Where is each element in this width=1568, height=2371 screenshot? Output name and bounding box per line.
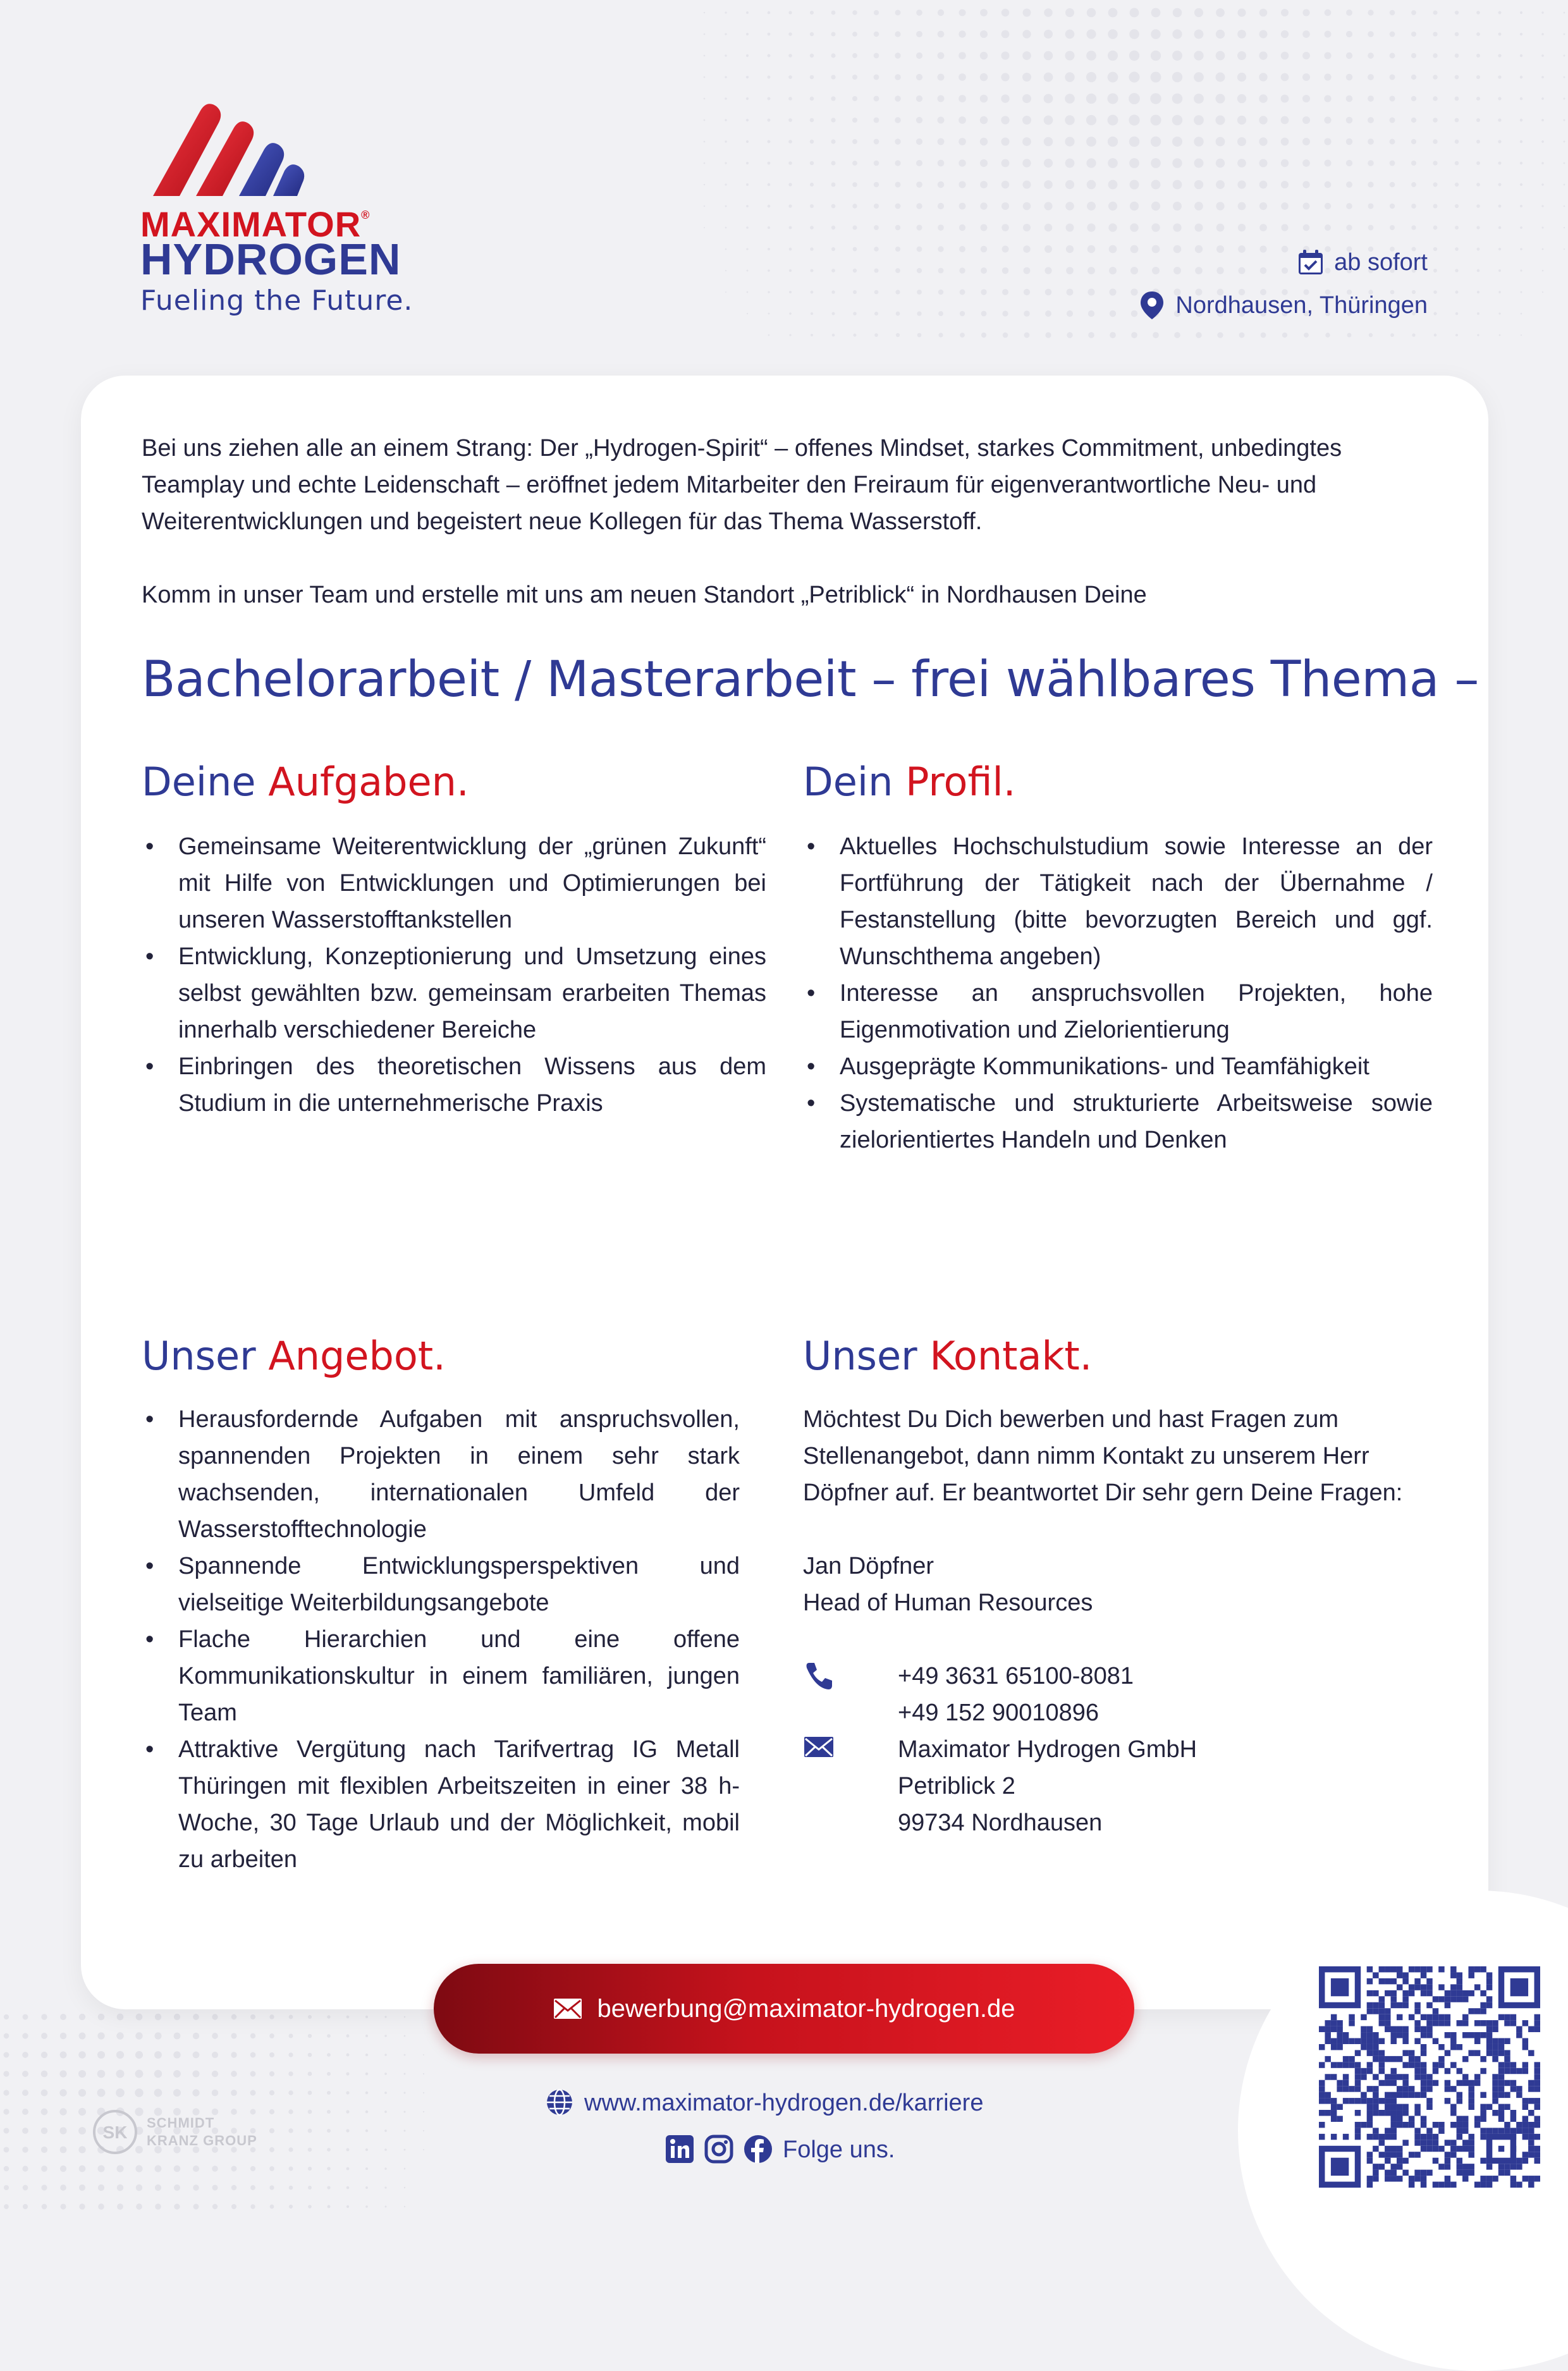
intro-paragraph-1: Bei uns ziehen alle an einem Strang: Der „Hydrogen-Spirit“ – offenes Mindset, starkes Commitment, unbedingtes Teamplay und echte Leidenschaft – eröffnet jedem Mitarbeiter den Freiraum für eigenverantwortliche Neu- und Weiterentwicklungen und begeistert neue Kollegen für das Thema Wasserstoff.	[142, 435, 1342, 535]
apply-email-text: bewerbung@maximator-hydrogen.de	[597, 1994, 1015, 2023]
globe-icon	[545, 2088, 575, 2118]
group-line-1: SCHMIDT	[147, 2115, 215, 2131]
sk-group-icon	[92, 2109, 138, 2155]
group-logo	[92, 2109, 257, 2155]
follow-text: Folge uns.	[783, 2136, 895, 2163]
contact-person	[803, 1548, 1435, 1621]
city-address: 99734 Nordhausen	[898, 1810, 1103, 1836]
list-item: • Flache Hierarchien und eine offene Kommunikationskultur in einem familiären, jungen Team	[142, 1621, 740, 1731]
section-heading-kontakt: Unser Kontakt.	[803, 1333, 1093, 1379]
job-title: Bachelorarbeit / Masterarbeit – frei wählbares Thema –	[142, 651, 1479, 708]
list-item: • Gemeinsame Weiterentwicklung der „grünen Zukunft“ mit Hilfe von Entwicklungen und Optimierungen bei unseren Wasserstofftankstellen	[142, 828, 766, 938]
street-address: Petriblick 2	[898, 1773, 1015, 1799]
list-item: • Systematische und strukturierte Arbeitsweise sowie zielorientiertes Handeln und Denken	[803, 1085, 1433, 1158]
start-date	[1296, 248, 1428, 277]
aufgaben-list	[142, 828, 766, 1122]
job-location	[1137, 291, 1428, 320]
list-item: • Attraktive Vergütung nach Tarifvertrag IG Metall Thüringen mit flexiblen Arbeitszeiten in einer 38 h-Woche, 30 Tage Urlaub und der Möglichkeit, mobil zu arbeiten	[142, 1731, 740, 1878]
contact-name: Jan Döpfner	[803, 1553, 934, 1579]
brand-name-hydrogen: HYDROGEN	[140, 235, 401, 284]
list-item: • Interesse an anspruchsvollen Projekten, hohe Eigenmotivation und Zielorientierung	[803, 975, 1433, 1048]
envelope-icon	[553, 1997, 584, 2020]
contact-intro: Möchtest Du Dich bewerben und hast Fragen zum Stellenangebot, dann nimm Kontakt zu unserem Herr Döpfner auf. Er beantwortet Dir sehr gern Deine Fragen:	[803, 1406, 1403, 1506]
company-logo	[140, 95, 431, 202]
phone-number-2[interactable]: +49 152 90010896	[898, 1700, 1099, 1726]
linkedin-icon[interactable]	[665, 2135, 695, 2165]
list-item: • Spannende Entwicklungsperspektiven und vielseitige Weiterbildungsangebote	[142, 1548, 740, 1621]
angebot-list	[142, 1401, 740, 1878]
brand-tagline: Fueling the Future.	[140, 285, 413, 317]
section-heading-angebot: Unser Angebot.	[142, 1333, 446, 1379]
website-url: www.maximator-hydrogen.de/karriere	[584, 2089, 984, 2116]
phone-icon	[803, 1660, 836, 1693]
maximator-logo-icon	[140, 95, 349, 202]
group-line-2: KRANZ GROUP	[147, 2133, 257, 2148]
section-heading-aufgaben: Deine Aufgaben.	[142, 759, 469, 805]
calendar-icon	[1296, 248, 1325, 277]
start-date-text: ab sofort	[1334, 248, 1428, 276]
list-item: • Entwicklung, Konzeptionierung und Umsetzung eines selbst gewählten bzw. gemeinsam erarbeiten Themas innerhalb verschiedener Bereiche	[142, 938, 766, 1048]
brand-name-maximator: MAXIMATOR®	[140, 204, 371, 244]
intro-text	[142, 430, 1412, 613]
list-item: • Einbringen des theoretischen Wissens aus dem Studium in die unternehmerische Praxis	[142, 1048, 766, 1122]
mail-icon	[803, 1734, 836, 1767]
facebook-icon[interactable]	[744, 2135, 774, 2165]
location-pin-icon	[1137, 291, 1167, 320]
intro-paragraph-2: Komm in unser Team und erstelle mit uns am neuen Standort „Petriblick“ in Nordhausen Deine	[142, 582, 1147, 608]
company-name: Maximator Hydrogen GmbH	[898, 1736, 1197, 1763]
profil-list	[803, 828, 1433, 1158]
svg-text:SK: SK	[102, 2123, 128, 2142]
apply-email-button[interactable]	[434, 1964, 1134, 2054]
social-links	[665, 2135, 895, 2165]
list-item: • Ausgeprägte Kommunikations- und Teamfähigkeit	[803, 1048, 1433, 1085]
contact-role: Head of Human Resources	[803, 1590, 1093, 1616]
instagram-icon[interactable]	[704, 2135, 735, 2165]
section-heading-profil: Dein Profil.	[803, 759, 1016, 805]
location-text: Nordhausen, Thüringen	[1175, 291, 1428, 319]
phone-number-1[interactable]: +49 3631 65100-8081	[898, 1663, 1134, 1689]
list-item: • Herausfordernde Aufgaben mit anspruchsvollen, spannenden Projekten in einem sehr stark wachsenden, internationalen Umfeld der Wasserstofftechnologie	[142, 1401, 740, 1548]
qr-code[interactable]	[1319, 1966, 1540, 2188]
website-link[interactable]	[545, 2088, 983, 2118]
list-item: • Aktuelles Hochschulstudium sowie Interesse an der Fortführung der Tätigkeit nach der Übernahme / Festanstellung (bitte bevorzugten Bereich und ggf. Wunschthema angeben)	[803, 828, 1433, 975]
